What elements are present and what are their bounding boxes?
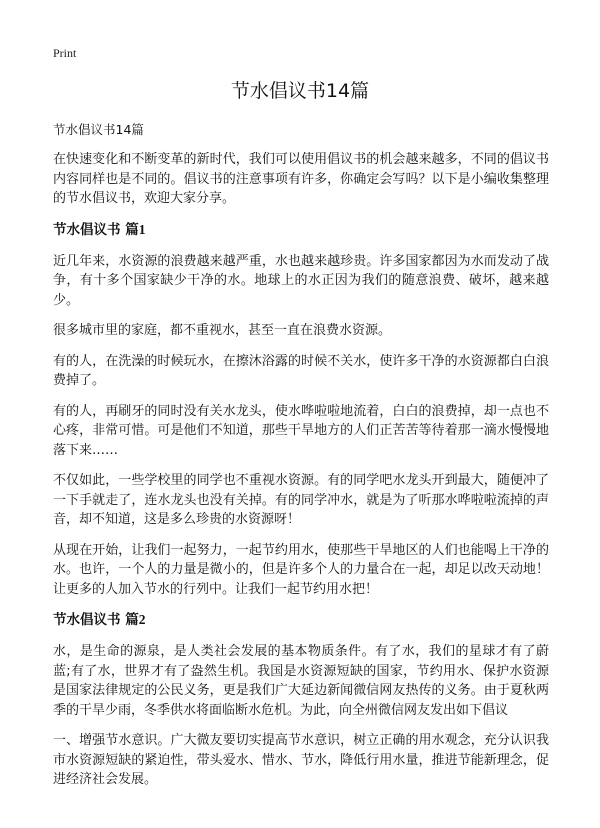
paragraph: 一、增强节水意识。广大微友要切实提高节水意识，树立正确的用水观念，充分认识我市水资源短缺的紧迫性，带头爱水、惜水、节水，降低行用水量，推进节能新理念，促进经济社会发展。	[53, 733, 549, 787]
paragraph: 有的人，在洗澡的时候玩水，在擦沐浴露的时候不关水，使许多干净的水资源都白白浪费掉了。	[53, 353, 549, 388]
section-heading-number: 2	[138, 612, 146, 627]
page-title: 节水倡议书14篇	[230, 80, 370, 102]
paragraph: 从现在开始，让我们一起努力，一起节约用水，使那些干旱地区的人们也能喝上干净的水。也许，一个人的力量是微小的，但是许多个人的力量合在一起，却足以改天动地！让更多的人加入节水的行列中。让我们一起节约用水把！	[53, 542, 549, 597]
section-heading-number: 1	[138, 221, 146, 237]
paragraph: 有的人，再刷牙的同时没有关水龙头，使水哗啦啦地流着，白白的浪费掉，却一点也不心疼，非常可惜。可是他们不知道，那些干旱地方的人们正苦苦等待着那一滴水慢慢地落下来……	[53, 403, 549, 458]
section-heading-text: 节水倡议书 篇	[53, 612, 139, 628]
intro-paragraph: 在快速变化和不断变革的新时代，我们可以使用倡议书的机会越来越多，不同的倡议书内容同样也是不同的。倡议书的注意事项有许多，你确定会写吗？以下是小编收集整理的节水倡议书，欢迎大家分享。	[53, 152, 549, 206]
paragraph: 近几年来，水资源的浪费越来越严重，水也越来越珍贵。许多国家都因为水而发动了战争，有十多个国家缺少干净的水。地球上的水正因为我们的随意浪费、破坏，越来越少。	[53, 253, 549, 308]
section-heading-1	[53, 220, 549, 240]
paragraph: 不仅如此，一些学校里的同学也不重视水资源。有的同学吧水龙头开到最大，随便冲了一下手就走了，连水龙头也没有关掉。有的同学冲水，就是为了听那水哗啦啦流掉的声音，却不知道，这是多么珍贵的水资源呀！	[53, 473, 549, 527]
section-heading-text: 节水倡议书 篇	[53, 221, 139, 238]
document-body	[53, 150, 549, 801]
document-subtitle: 节水倡议书14篇	[53, 122, 144, 137]
section-heading-2	[53, 610, 549, 630]
paragraph: 水，是生命的源泉，是人类社会发展的基本物质条件。有了水，我们的星球才有了蔚蓝;有了水，世界才有了盎然生机。我国是水资源短缺的国家，节约用水、保护水资源是国家法律规定的公民义务，更是我们广大延边新闻微信网友热传的义务。由于夏秋两季的干旱少雨，冬季供水将面临断水危机。为此，向全州微信网友发出如下倡议	[53, 644, 549, 718]
print-link[interactable]: Print	[53, 46, 77, 60]
paragraph: 很多城市里的家庭，都不重视水，甚至一直在浪费水资源。	[53, 323, 392, 338]
